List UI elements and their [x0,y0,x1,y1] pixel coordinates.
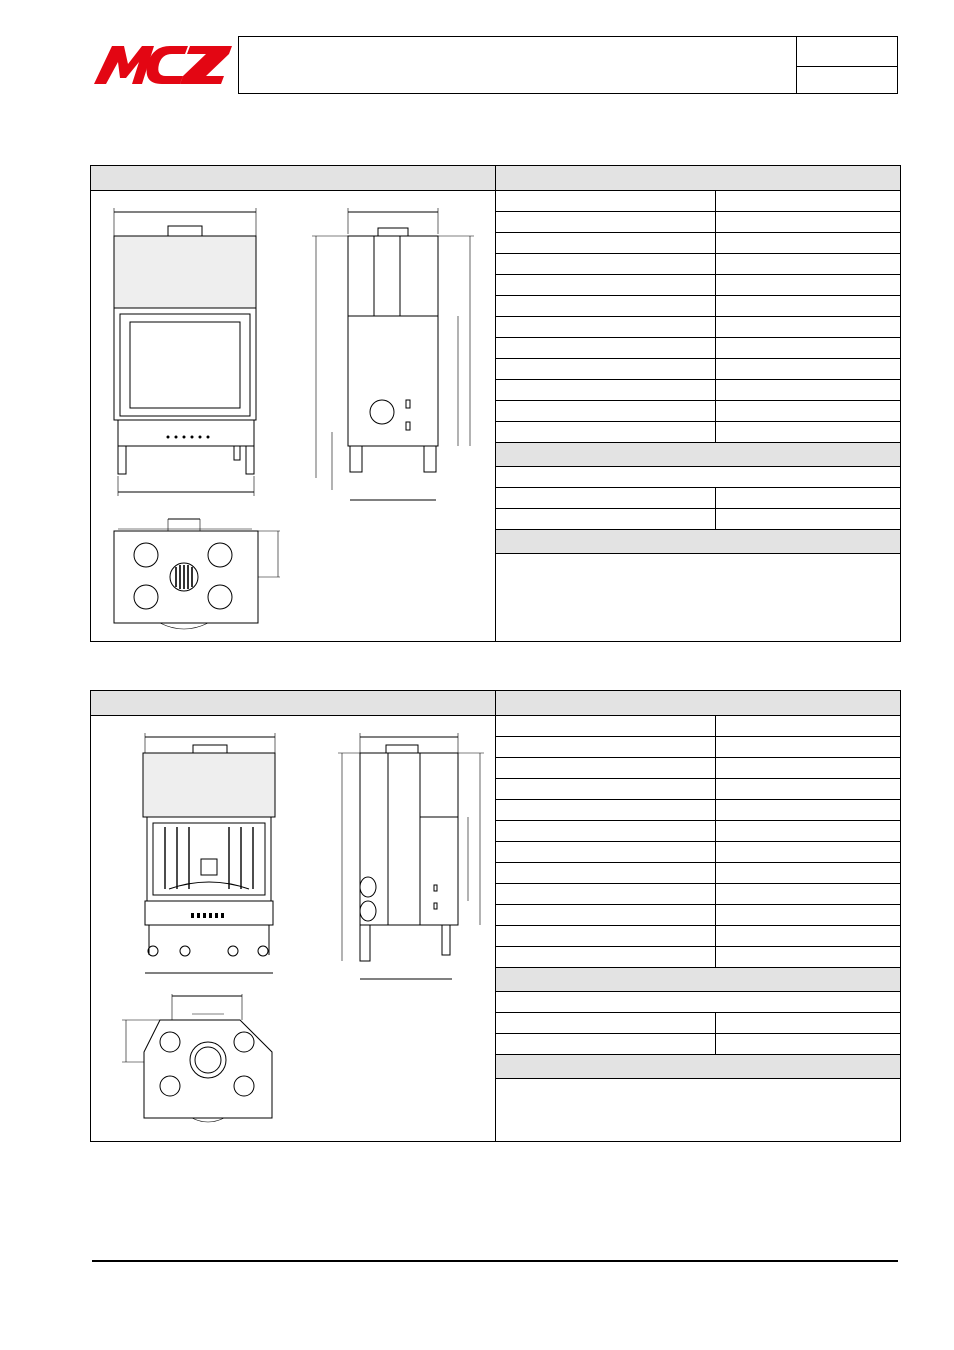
table-row [496,254,900,275]
table-row [496,317,900,338]
table-row [496,1034,900,1055]
table-row [496,863,900,884]
table-row [496,842,900,863]
top-view-drawing-2 [120,990,280,1125]
header-cell-divider [796,66,898,67]
front-view-drawing-2 [135,725,285,985]
table-row [496,1013,900,1034]
table-row [496,422,900,443]
front-view-drawing-1 [100,200,280,500]
table-row [496,212,900,233]
spec-table-1-subheader [496,442,900,467]
spec-table-1-notes-header [496,529,900,554]
table-row [496,359,900,380]
header-title-box [238,36,898,94]
top-view-drawing-1 [110,515,285,635]
table-row [496,509,900,530]
table-row [496,905,900,926]
table-row [496,800,900,821]
table-row [496,338,900,359]
spec-table-2-subheader [496,967,900,992]
mcz-logo [92,40,234,88]
side-view-drawing-1 [310,200,490,505]
header-divider [796,36,797,94]
spec-table-1 [496,191,900,641]
table-row [496,380,900,401]
side-view-drawing-2 [330,725,500,985]
table-row [496,947,900,968]
table-row [496,758,900,779]
table-row [496,191,900,212]
spec-table-2-notes-header [496,1054,900,1079]
table-row [496,488,900,509]
table-row [496,884,900,905]
table-row [496,716,900,737]
table-row [496,821,900,842]
table-row [496,296,900,317]
table-row [496,737,900,758]
table-row [496,275,900,296]
table-row [496,401,900,422]
table-row [496,467,900,488]
table-row [496,926,900,947]
table-row [496,992,900,1013]
table-row [496,233,900,254]
footer-rule [92,1260,898,1262]
spec-table-2 [496,716,900,1141]
table-row [496,779,900,800]
